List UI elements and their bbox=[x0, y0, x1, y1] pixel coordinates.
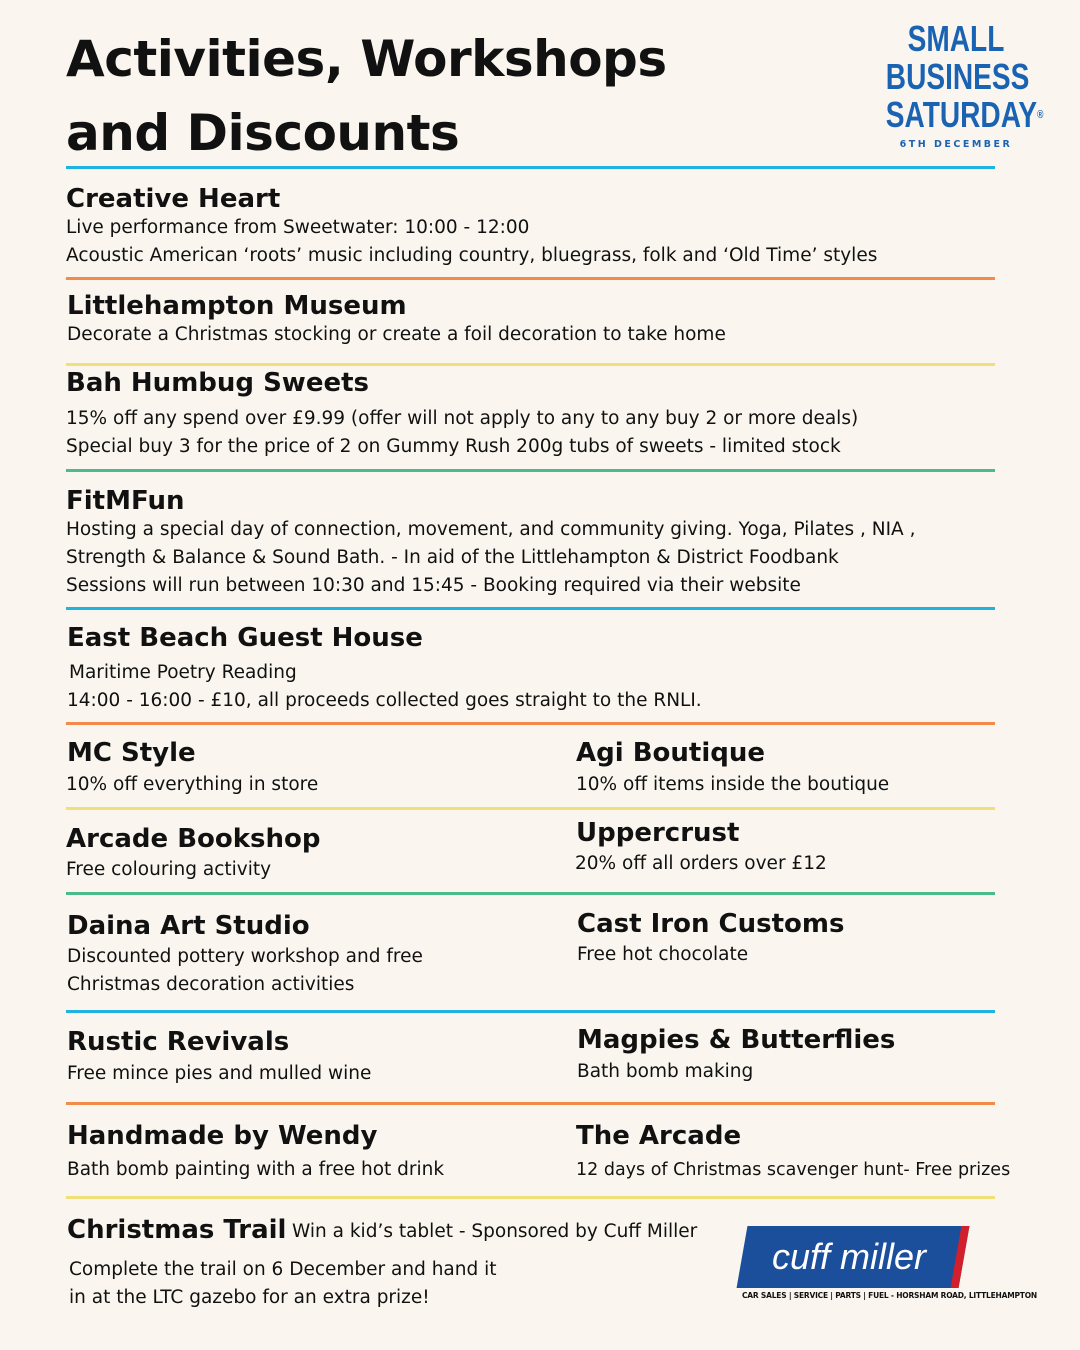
daina-text-2: Christmas decoration activities bbox=[67, 974, 355, 995]
cuff-miller-logo-text: cuff miller bbox=[771, 1236, 927, 1277]
the-arcade-heading: The Arcade bbox=[576, 1121, 742, 1151]
daina-text-1: Discounted pottery workshop and free bbox=[67, 946, 423, 967]
divider-yellow bbox=[66, 363, 995, 366]
divider-orange bbox=[66, 722, 995, 725]
divider-orange bbox=[66, 1102, 995, 1105]
page-title bbox=[66, 22, 667, 170]
museum-text-1: Decorate a Christmas stocking or create a foil decoration to take home bbox=[67, 324, 726, 345]
fitmfun-text-3: Sessions will run between 10:30 and 15:45 - Booking required via their website bbox=[66, 575, 801, 596]
creative-heart-text-2: Acoustic American ‘roots’ music including country, bluegrass, folk and ‘Old Time’ styles bbox=[66, 245, 878, 266]
cast-iron-heading: Cast Iron Customs bbox=[577, 909, 845, 939]
divider-yellow bbox=[66, 1196, 995, 1199]
mc-style-text-1: 10% off everything in store bbox=[66, 774, 319, 795]
museum-heading: Littlehampton Museum bbox=[67, 291, 407, 321]
east-beach-heading: East Beach Guest House bbox=[67, 623, 423, 653]
magpies-heading: Magpies & Butterflies bbox=[577, 1025, 896, 1055]
divider-yellow bbox=[66, 807, 995, 810]
arcade-bookshop-text-1: Free colouring activity bbox=[66, 859, 272, 880]
creative-heart-text-1: Live performance from Sweetwater: 10:00 - 12:00 bbox=[66, 217, 530, 238]
divider-green bbox=[66, 892, 995, 895]
christmas-trail-text-2: in at the LTC gazebo for an extra prize! bbox=[69, 1287, 430, 1308]
cuff-miller-logo bbox=[737, 1226, 970, 1288]
creative-heart-heading: Creative Heart bbox=[66, 184, 281, 214]
logo-line-3 bbox=[885, 94, 1044, 135]
divider-blue bbox=[66, 607, 995, 610]
cuff-miller-strapline: CAR SALES | SERVICE | PARTS | FUEL - HORSHAM ROAD, LITTLEHAMPTON bbox=[742, 1291, 1037, 1300]
bah-humbug-text-2: Special buy 3 for the price of 2 on Gummy Rush 200g tubs of sweets - limited stock bbox=[66, 436, 841, 457]
rustic-text-1: Free mince pies and mulled wine bbox=[67, 1063, 372, 1084]
daina-heading: Daina Art Studio bbox=[67, 911, 310, 941]
the-arcade-text-1: 12 days of Christmas scavenger hunt- Free prizes bbox=[576, 1160, 1011, 1180]
bah-humbug-heading: Bah Humbug Sweets bbox=[66, 368, 369, 398]
christmas-trail-heading: Christmas Trail bbox=[67, 1215, 287, 1245]
uppercrust-heading: Uppercrust bbox=[576, 818, 740, 848]
fitmfun-heading: FitMFun bbox=[66, 486, 185, 516]
rustic-heading: Rustic Revivals bbox=[67, 1027, 290, 1057]
agi-boutique-text-1: 10% off items inside the boutique bbox=[576, 774, 890, 795]
christmas-trail-text-1: Complete the trail on 6 December and hand it bbox=[69, 1259, 497, 1280]
christmas-trail-prize: Win a kid’s tablet - Sponsored by Cuff Miller bbox=[292, 1221, 698, 1242]
cast-iron-text-1: Free hot chocolate bbox=[577, 944, 749, 965]
divider-blue bbox=[66, 166, 995, 169]
uppercrust-text-1: 20% off all orders over £12 bbox=[575, 853, 827, 874]
fitmfun-text-1: Hosting a special day of connection, movement, and community giving. Yoga, Pilates , NIA , bbox=[66, 519, 916, 540]
logo-line-2: BUSINESS bbox=[885, 56, 1030, 97]
page-title-line-2: and Discounts bbox=[66, 104, 460, 162]
arcade-bookshop-heading: Arcade Bookshop bbox=[66, 824, 321, 854]
small-business-saturday-logo bbox=[866, 20, 1046, 150]
wendy-text-1: Bath bomb painting with a free hot drink bbox=[67, 1159, 445, 1180]
agi-boutique-heading: Agi Boutique bbox=[576, 738, 765, 768]
bah-humbug-text-1: 15% off any spend over £9.99 (offer will not apply to any to any buy 2 or more deals) bbox=[66, 408, 859, 429]
divider-green bbox=[66, 469, 995, 472]
east-beach-text-2: 14:00 - 16:00 - £10, all proceeds collected goes straight to the RNLI. bbox=[67, 690, 702, 711]
registered-mark: ® bbox=[1037, 109, 1044, 121]
divider-orange bbox=[66, 277, 995, 280]
logo-date: 6TH DECEMBER bbox=[899, 139, 1013, 150]
divider-blue bbox=[66, 1010, 995, 1013]
logo-line-3-text: SATURDAY bbox=[885, 94, 1038, 135]
page-title-line-1: Activities, Workshops bbox=[66, 30, 667, 88]
fitmfun-text-2: Strength & Balance & Sound Bath. - In aid of the Littlehampton & District Foodbank bbox=[66, 547, 839, 568]
magpies-text-1: Bath bomb making bbox=[577, 1061, 754, 1082]
east-beach-text-1: Maritime Poetry Reading bbox=[69, 662, 297, 683]
logo-line-1: SMALL bbox=[907, 18, 1005, 59]
mc-style-heading: MC Style bbox=[67, 738, 196, 768]
wendy-heading: Handmade by Wendy bbox=[67, 1121, 378, 1151]
